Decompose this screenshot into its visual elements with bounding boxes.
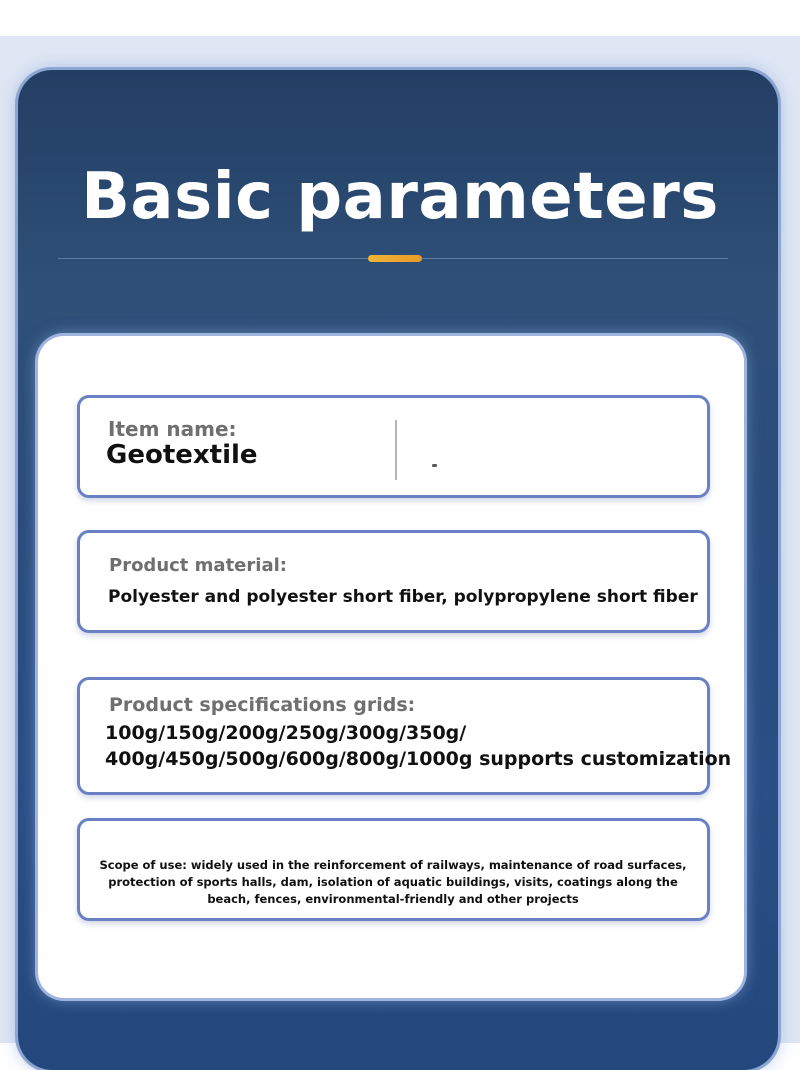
product-specifications-box [77,677,732,795]
item-name-label: Item name: [108,417,237,441]
item-divider [395,420,397,480]
product-material-value: Polyester and polyester short fiber, polypropylene short fiber [108,587,698,607]
product-material-label: Product material: [109,555,287,576]
product-material-box [77,530,710,633]
specifications-line-2: 400g/450g/500g/600g/800g/1000g supports customization [105,748,732,770]
scope-of-use-text: Scope of use: widely used in the reinforcement of railways, maintenance of road surfaces, protection of sports halls, dam, isolation of aquatic buildings, visits, coatings along the beach, fences, environmental-friendly and other projects [99,858,687,906]
image-artifact [432,464,437,467]
product-specifications-label: Product specifications grids: [109,694,416,716]
scope-of-use-box [77,818,710,921]
title-accent-bar [368,255,422,262]
specifications-line-1: 100g/150g/200g/250g/300g/350g/ [105,722,467,744]
page-title: Basic parameters [81,160,719,234]
item-name-box [77,395,710,498]
item-name-value: Geotextile [106,440,258,470]
